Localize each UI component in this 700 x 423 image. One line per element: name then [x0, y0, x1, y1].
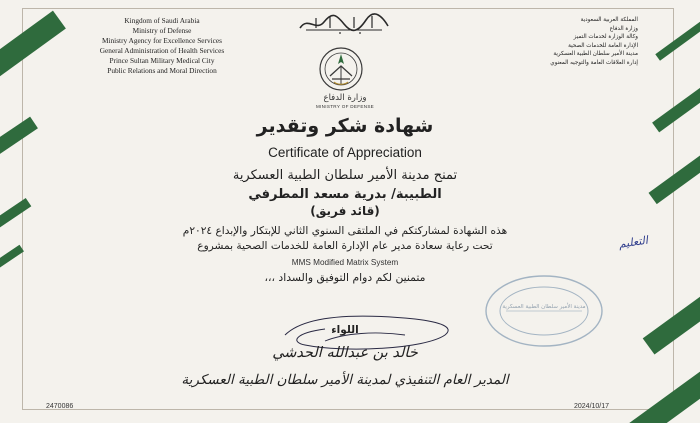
certificate-title-ar: شهادة شكر وتقدير [256, 115, 434, 137]
body-text-line-2: تحت رعاية سعادة مدير عام الإدارة العامة للخدمات الصحية بمشروع [197, 240, 493, 252]
stamp-text: مدينة الأمير سلطان الطبية العسكرية [502, 304, 586, 310]
header-en-line: Ministry Agency for Excellence Services [102, 36, 222, 45]
issue-date: 2024/10/17 [574, 403, 610, 410]
project-name: MMS Modified Matrix System [291, 258, 399, 267]
header-ar-line: إدارة العلاقات العامة والتوجيه المعنوي [550, 59, 638, 66]
ministry-name-ar: وزارة الدفاع [323, 93, 367, 103]
header-en-line: General Administration of Health Services [99, 46, 225, 55]
header-ar-line: الإدارة العامة للخدمات الصحية [568, 42, 638, 49]
header-ar-line: وكالة الوزارة لخدمات التميز [573, 34, 638, 41]
certificate-subtitle: تمنح مدينة الأمير سلطان الطبية العسكرية [232, 168, 458, 183]
handwritten-note: التعليم [617, 233, 649, 251]
header-en-line: Kingdom of Saudi Arabia [124, 16, 200, 25]
body-text-line-1: هذه الشهادة لمشاركتكم في الملتقى السنوي الثاني للإبتكار والإبداع ٢٠٢٤م [182, 225, 508, 237]
header-en-line: Public Relations and Moral Direction [107, 66, 217, 75]
basmala-calligraphy [296, 10, 392, 36]
closing-wishes: متمنين لكم دوام التوفيق والسداد ،،، [264, 271, 426, 284]
header-ar-line: مدينة الأمير سلطان الطبية العسكرية [553, 51, 638, 58]
signatory-title: المدير العام التنفيذي لمدينة الأمير سلطان الطبية العسكرية [181, 372, 509, 388]
header-ar-line: المملكة العربية السعودية [580, 17, 638, 23]
signatory-rank: اللواء [331, 324, 359, 336]
certificate-title-en: Certificate of Appreciation [268, 145, 422, 160]
ministry-name-en: MINISTRY OF DEFENSE [315, 104, 375, 109]
recipient-role: (قائد فريق) [310, 204, 380, 218]
official-stamp [482, 272, 606, 350]
serial-number: 2470086 [46, 403, 74, 410]
ministry-emblem-icon [318, 46, 364, 92]
header-en-line: Ministry of Defense [132, 26, 192, 35]
header-english [62, 16, 262, 76]
header-en-line: Prince Sultan Military Medical City [109, 56, 215, 65]
header-ar-line: وزارة الدفاع [609, 25, 638, 32]
header-arabic [500, 16, 638, 68]
recipient-name: الطبيبة/ بدرية مسعد المطرفي [248, 187, 442, 202]
signatory-name: خالد بن عبدالله الحدشي [272, 345, 418, 361]
stripe-left-4 [0, 245, 24, 280]
